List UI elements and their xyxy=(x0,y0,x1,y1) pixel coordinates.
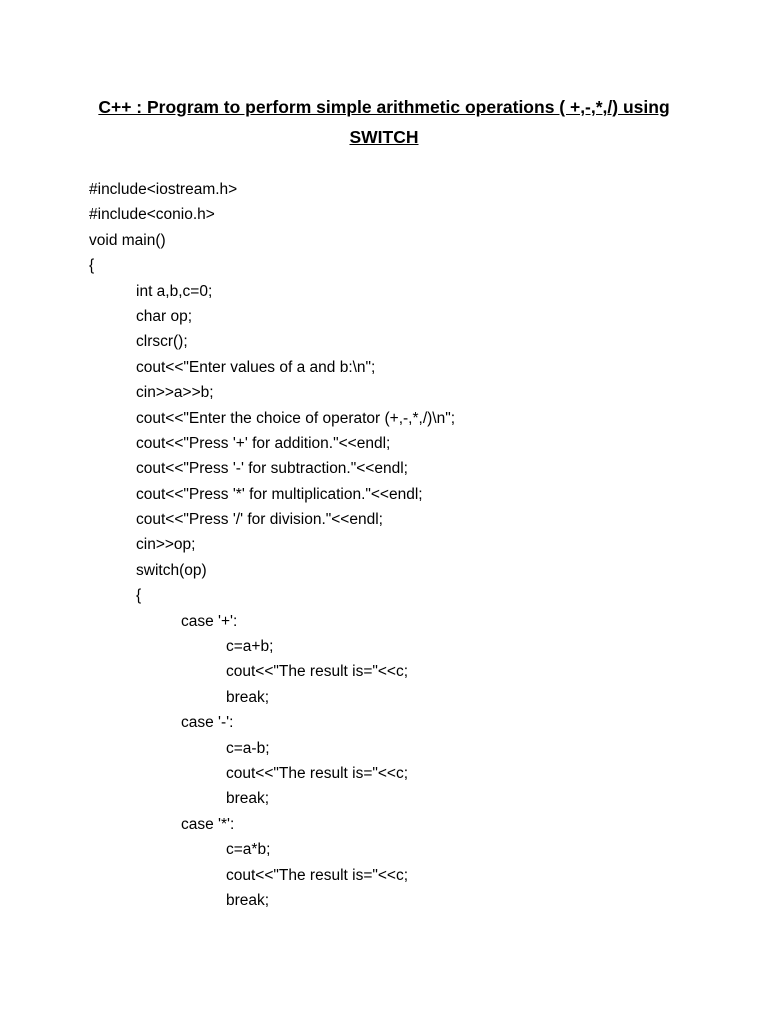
code-line: void main() xyxy=(89,231,166,249)
code-line: { xyxy=(89,257,95,275)
code-line: cout<<"Press '-' for subtraction."<<endl; xyxy=(136,460,408,478)
code-line: break; xyxy=(226,891,270,909)
code-line: cout<<"The result is="<<c; xyxy=(226,866,409,884)
code-line: c=a-b; xyxy=(226,739,270,757)
document-title-line-2: SWITCH xyxy=(349,127,419,147)
code-line: break; xyxy=(226,688,270,706)
code-line: int a,b,c=0; xyxy=(136,282,213,300)
code-line: clrscr(); xyxy=(136,333,188,351)
code-line: #include<iostream.h> xyxy=(89,181,238,198)
code-line: cout<<"Press '/' for division."<<endl; xyxy=(136,511,383,529)
code-line: case '*': xyxy=(181,815,235,833)
code-line: cout<<"The result is="<<c; xyxy=(226,663,409,681)
code-line: char op; xyxy=(136,307,193,325)
code-line: case '+': xyxy=(181,612,238,630)
code-line: cout<<"Enter the choice of operator (+,-,*,/)\n"; xyxy=(136,409,456,427)
code-line: cout<<"Press '*' for multiplication."<<endl; xyxy=(136,485,423,503)
code-line: cout<<"Press '+' for addition."<<endl; xyxy=(136,434,391,452)
code-line: c=a*b; xyxy=(226,841,271,859)
code-line: cin>>op; xyxy=(136,536,196,554)
code-line: case '-': xyxy=(181,714,234,732)
code-line: cout<<"Enter values of a and b:\n"; xyxy=(136,358,376,376)
code-line: #include<conio.h> xyxy=(89,206,215,224)
code-line: cin>>a>>b; xyxy=(136,384,214,402)
code-line: { xyxy=(136,587,142,605)
code-line: break; xyxy=(226,790,270,808)
code-listing xyxy=(0,180,768,916)
code-line: c=a+b; xyxy=(226,638,274,656)
code-line: cout<<"The result is="<<c; xyxy=(226,764,409,782)
document-title-line-1: C++ : Program to perform simple arithmetic operations ( +,-,*,/) using xyxy=(98,97,670,117)
code-line: switch(op) xyxy=(136,561,207,579)
